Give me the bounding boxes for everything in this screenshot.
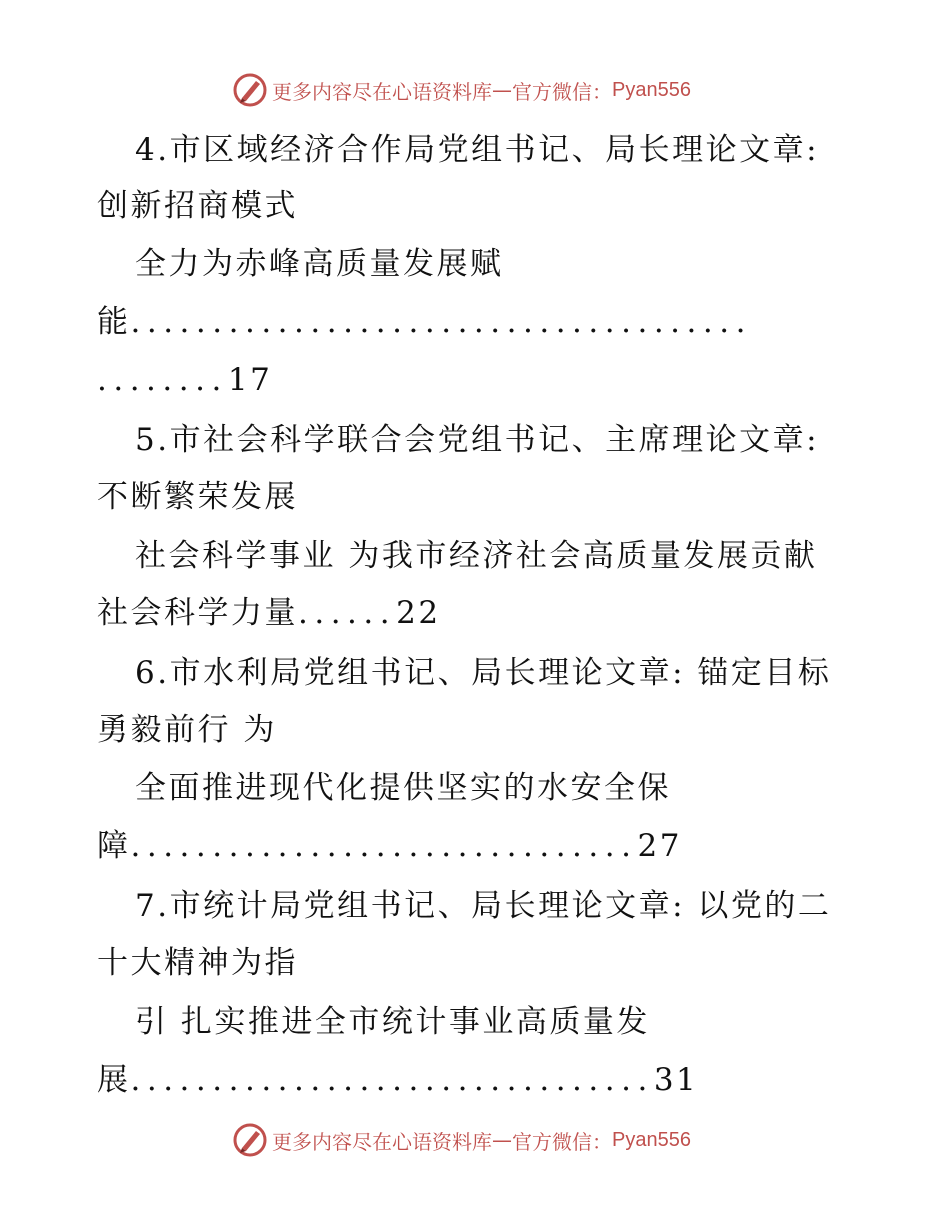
watermark-banner-bottom [232,1120,712,1160]
toc-entry-4-lead: 能 [97,304,131,340]
toc-entry-6-line-3: 全面推进现代化提供坚实的水安全保 [135,770,671,806]
toc-entry-7-line-1: 7.市统计局党组书记、局长理论文章: 以党的二 [135,888,832,924]
toc-entry-5-lead: 社会科学力量 [97,595,298,631]
toc-entry-5-line-3: 社会科学事业 为我市经济社会高质量发展贡献 [135,538,818,574]
toc-entry-4-line-2: 创新招商模式 [97,188,298,224]
banner-separator: — [492,1128,512,1152]
toc-entry-7-line-3: 引 扎实推进全市统计事业高质量发 [135,1004,650,1040]
toc-entry-5-line-2: 不断繁荣发展 [97,479,298,515]
toc-entry-6-lead: 障 [97,828,131,864]
banner-text: 更多内容尽在心语资料库 [272,1129,492,1154]
toc-entry-6-leader [97,826,682,866]
banner-label: 官方微信： [512,79,612,104]
toc-entry-4-page-line [97,360,272,400]
watermark-banner-top [232,70,712,110]
toc-entry-4-line-1: 4.市区域经济合作局党组书记、局长理论文章: [135,132,820,168]
banner-wechat-id: Pyan556 [612,1128,691,1151]
toc-entry-7-page: 31 [653,1062,699,1098]
toc-entry-5-dots: ...... [298,595,397,631]
toc-entry-4-dots-2: ........ [97,362,228,398]
toc-entry-7-dots: ................................ [130,1062,654,1098]
toc-entry-4-line-3: 全力为赤峰高质量发展赋 [135,246,504,282]
pen-logo-icon [232,72,268,108]
pen-logo-icon [232,1122,268,1158]
banner-text: 更多内容尽在心语资料库 [272,79,492,104]
toc-entry-6-dots: ............................... [130,828,638,864]
banner-label: 官方微信： [512,1129,612,1154]
toc-entry-5-page: 22 [396,595,441,631]
toc-entry-5-leader [97,593,441,633]
banner-separator: — [492,78,512,102]
toc-entry-6-page: 27 [637,828,682,864]
toc-entry-6-line-2: 勇毅前行 为 [97,712,277,748]
toc-entry-7-lead: 展 [97,1062,131,1098]
toc-entry-4-dots: ...................................... [130,304,752,340]
toc-entry-7-line-2: 十大精神为指 [97,945,298,981]
toc-entry-4-page: 17 [227,362,273,398]
banner-wechat-id: Pyan556 [612,78,691,101]
toc-entry-7-leader [97,1060,698,1100]
toc-entry-6-line-1: 6.市水利局党组书记、局长理论文章: 锚定目标 [135,655,832,691]
toc-entry-4-leader [97,302,752,342]
toc-entry-5-line-1: 5.市社会科学联合会党组书记、主席理论文章: [135,422,820,458]
